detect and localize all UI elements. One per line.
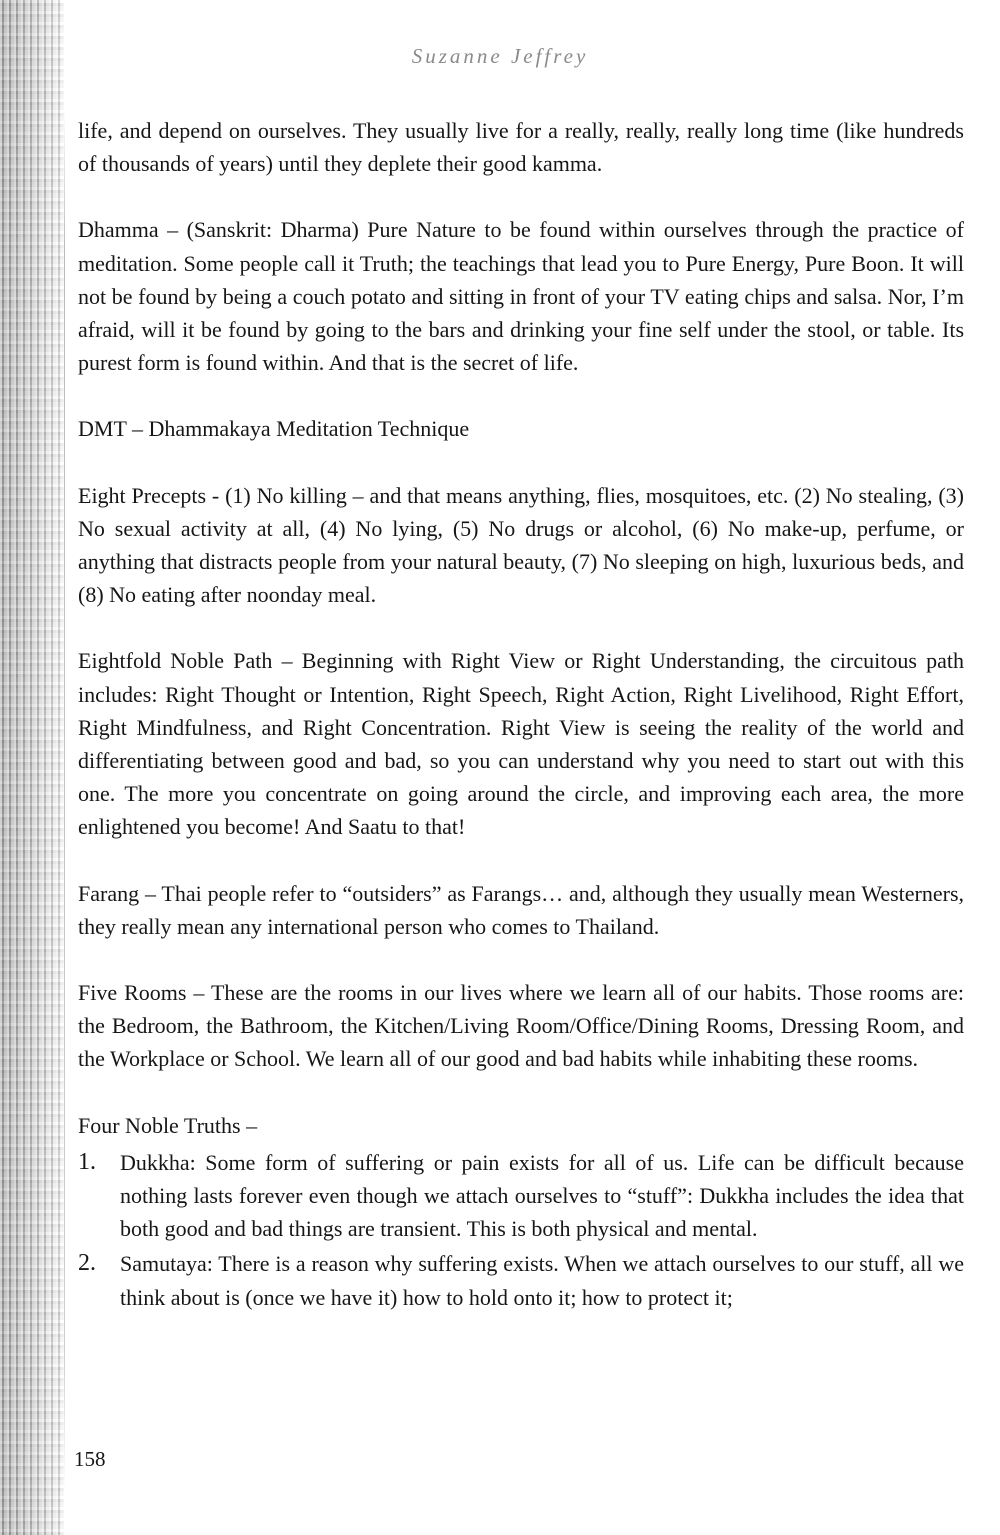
list-item <box>78 1247 964 1313</box>
paragraph-kamma-continuation: life, and depend on ourselves. They usually live for a really, really, really long time (like hundreds of thousands of years) until they deplete their good kamma. <box>78 118 964 177</box>
list-item-text: Dukkha: Some form of suffering or pain exists for all of us. Life can be difficult because nothing lasts forever even though we attach ourselves to “stuff”: Dukkha includes the idea that both good and bad things are transient. This is both physical and mental. <box>120 1149 964 1242</box>
list-item-number: 1. <box>78 1148 96 1175</box>
noble-truths-list <box>78 1146 964 1314</box>
running-head: Suzanne Jeffrey <box>411 44 589 68</box>
scanned-page-edge <box>0 0 64 1535</box>
glossary-entry-dmt: DMT – Dhammakaya Meditation Technique <box>78 416 470 442</box>
binding-shadow <box>64 110 65 1490</box>
glossary-entry-eight-precepts: Eight Precepts - (1) No killing – and that means anything, flies, mosquitoes, etc. (2) No stealing, (3) No sexual activity at all, (4) No lying, (5) No drugs or alcohol, (6) No make-up, perfume, or anything that distracts people from your natural beauty, (7) No sleeping on high, luxurious beds, and (8) No eating after noonday meal. <box>78 482 964 608</box>
list-item-text: Samutaya: There is a reason why suffering exists. When we attach ourselves to our stuff, all we think about is (once we have it) how to hold onto it; how to protect it; <box>120 1251 964 1310</box>
page-number: 158 <box>74 1447 106 1471</box>
glossary-entry-five-rooms: Five Rooms – These are the rooms in our lives where we learn all of our habits. Those rooms are: the Bedroom, the Bathroom, the Kitchen/Living Room/Office/Dining Rooms, Dressing Room, and the Workplace or School. We learn all of our good and bad habits while inhabiting these rooms. <box>78 980 964 1072</box>
glossary-entry-eightfold-path: Eightfold Noble Path – Beginning with Right View or Right Understanding, the circuitous path includes: Right Thought or Intention, Right Speech, Right Action, Right Livelihood, Right Effort, Right Mindfulness, and Right Concentration. Right View is seeing the reality of the world and differentiating between good and bad, so you can understand why you need to start out with this one. The more you concentrate on going around the circle, and improving each area, the more enlightened you become! And Saatu to that! <box>78 648 964 840</box>
list-item-number: 2. <box>78 1250 96 1277</box>
page-body <box>78 114 964 1316</box>
glossary-entry-dhamma: Dhamma – (Sanskrit: Dharma) Pure Nature to be found within ourselves through the practice of meditation. Some people call it Truth; the teachings that lead you to Pure Energy, Pure Boon. It will not be found by being a couch potato and sitting in front of your TV eating chips and salsa. Nor, I’m afraid, will it be found by going to the bars and drinking your fine self under the stool, or table. Its purest form is found within. And that is the secret of life. <box>78 217 964 376</box>
list-item <box>78 1146 964 1246</box>
glossary-entry-farang: Farang – Thai people refer to “outsiders” as Farangs… and, although they usually mean Westerners, they really mean any international person who comes to Thailand. <box>78 880 964 939</box>
glossary-entry-four-noble-truths: Four Noble Truths – <box>78 1112 258 1138</box>
